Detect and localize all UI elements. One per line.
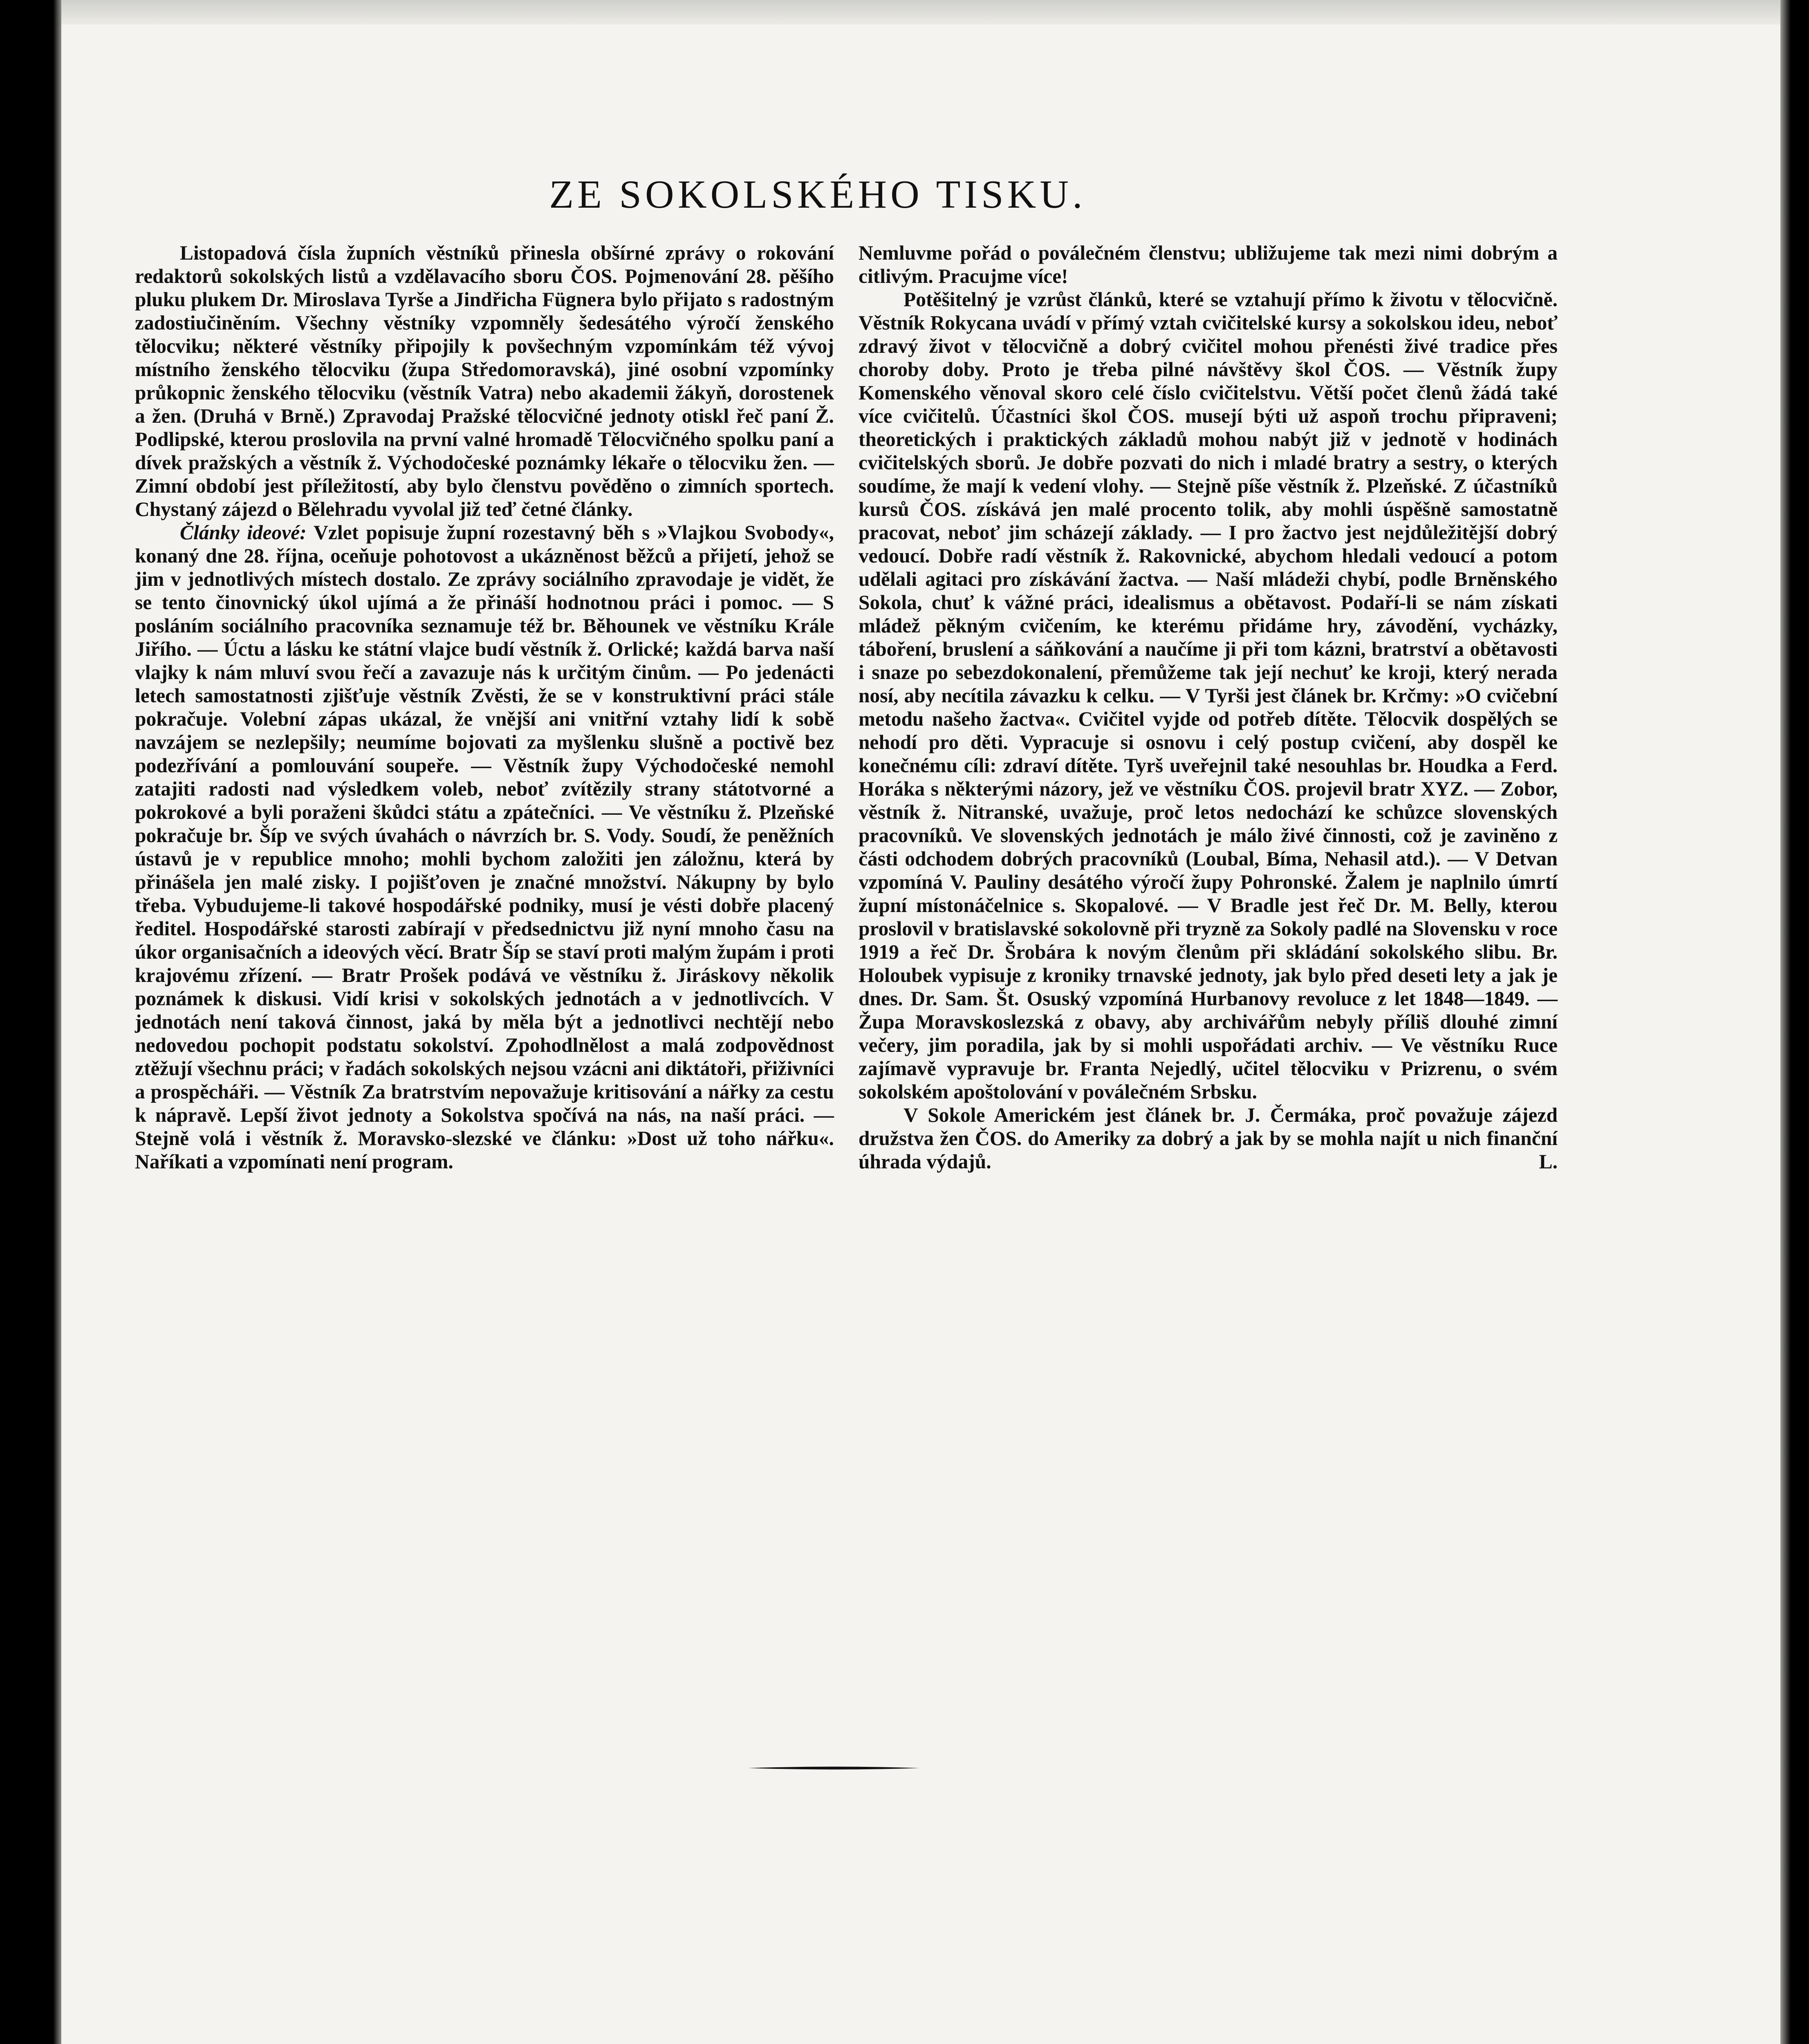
left-column — [135, 241, 834, 1173]
left-paragraph-2 — [135, 521, 834, 1173]
right-paragraph-1: Nemluvme pořád o poválečném členstvu; ubližujeme tak mezi nimi dobrým a citlivým. Pracujme více! — [859, 242, 1558, 287]
left-paragraph-2-text: Vzlet popisuje župní rozestavný běh s »Vlajkou Svobody«, konaný dne 28. října, oceňuje pohotovost a ukázněnost běžců a přijetí, jehož se jim v jednotlivých místech dostalo. Ze zprávy sociálního zpravodaje je vidět, že se tento činovnický úkol ujímá a že přináší hodnotnou práci i pomoc. — S posláním sociálního pracovníka seznamuje též br. Běhounek ve věstníku Krále Jiřího. — Úctu a lásku ke státní vlajce budí věstník ž. Orlické; každá barva naší vlajky k nám mluví svou řečí a zavazuje nás k určitým činům. — Po jedenácti letech samostatnosti zjišťuje věstník Zvěsti, že se v konstruktivní práci stále pokračuje. Volební zápas ukázal, že vnější ani vnitřní vztahy lidí k sobě navzájem se nezlepšily; neumíme bojovati za myšlenku slušně a poctivě bez podezřívání a pomlouvání soupeře. — Věstník župy Východočeské nemohl zatajiti radosti nad výsledkem voleb, neboť zvítězily strany státotvorné a pokrokové a byli poraženi škůdci státu a zpátečníci. — Ve věstníku ž. Plzeňské pokračuje br. Šíp ve svých úvahách o návrzích br. S. Vody. Soudí, že peněžních ústavů je v republice mnoho; mohli bychom založiti jen záložnu, která by přinášela jen malé zisky. I pojišťoven je značné množství. Nákupny by bylo třeba. Vybudujeme-li takové hospodářské podniky, musí je vésti dobře placený ředitel. Hospodářské starosti zabírají v předsednictvu již nyní mnoho času na úkor organisačních a ideových věcí. Bratr Šíp se staví proti malým župám i proti krajovému zřízení. — Bratr Prošek podává ve věstníku ž. Jiráskovy několik poznámek k diskusi. Vidí krisi v sokolských jednotách a v jednotlivcích. V jednotách není taková činnost, jaká by měla být a jednotlivci nechtějí nebo nedovedou pochopit podstatu sokolství. Zpohodlnělost a malá zodpovědnost ztěžují všechnu práci; v řadách sokolských nejsou vzácni ani diktátoři, přiživníci a prospěcháři. — Věstník Za bratrstvím nepovažuje kritisování a nářky za cestu k nápravě. Lepší život jednoty a Sokolstva spočívá na nás, na naší práci. — Stejně volá i věstník ž. Moravsko-slezské ve článku: »Dost už toho nářku«. Naříkati a vzpomínati není program. — [135, 521, 834, 1173]
right-paragraph-3-text: V Sokole Americkém jest článek br. J. Čermáka, proč považuje zájezd družstva žen ČOS. do Ameriky za dobrý a jak by se mohla najít u nich finanční úhrada výdajů. — [859, 1104, 1558, 1173]
author-signature: L. — [1539, 1150, 1558, 1173]
article-title: ZE SOKOLSKÉHO TISKU. — [549, 173, 1086, 217]
left-paragraph-1: Listopadová čísla župních věstníků přinesla obšírné zprávy o rokování redaktorů sokolských listů a vzdělavacího sboru ČOS. Pojmenování 28. pěšího pluku plukem Dr. Miroslava Tyrše a Jindřicha Fügnera bylo přijato s radostným zadostiučiněním. Všechny věstníky vzpomněly šedesátého výročí ženského tělocviku; některé věstníky připojily k povšechným vzpomínkám též vývoj místního ženského tělocviku (župa Středomoravská), jiné osobní vzpomínky průkopnic ženského tělocviku (věstník Vatra) nebo akademii žákyň, dorostenek a žen. (Druhá v Brně.) Zpravodaj Pražské tělocvičné jednoty otiskl řeč paní Ž. Podlipské, kterou proslovila na první valné hromadě Tělocvičného spolku paní a dívek pražských a věstník ž. Východočeské poznámky lékaře o tělocviku žen. — Zimní období jest příležitostí, aby bylo členstvu pověděno o zimních sportech. Chystaný zájezd o Bělehradu vyvolal již teď četné články. — [135, 242, 834, 520]
right-paragraph-3 — [859, 1103, 1558, 1173]
scan-border-top — [0, 0, 1809, 25]
right-column — [859, 241, 1558, 1173]
scan-border-right — [1780, 0, 1809, 2044]
section-end-rule — [748, 1765, 920, 1771]
right-paragraph-2: Potěšitelný je vzrůst článků, které se vztahují přímo k životu v tělocvičně. Věstník Rokycana uvádí v přímý vztah cvičitelské kursy a sokolskou ideu, neboť zdravý život v tělocvičně a dobrý cvičitel mohou přenésti živé tradice přes choroby doby. Proto je třeba pilné návštěvy škol ČOS. — Věstník župy Komenského věnoval skoro celé číslo cvičitelstvu. Větší počet členů žádá také více cvičitelů. Účastníci škol ČOS. musejí býti už aspoň trochu připraveni; theoretických i praktických základů mohou nabýt již v jednotě v hodinách cvičitelských sborů. Je dobře pozvati do nich i mladé bratry a sestry, o kterých soudíme, že mají k vedení vlohy. — Stejně píše věstník ž. Plzeňské. Z účastníků kursů ČOS. získává jen malé procento tolik, aby mohli úspěšně samostatně pracovat, neboť jim scházejí základy. — I pro žactvo jest nejdůležitější dobrý vedoucí. Dobře radí věstník ž. Rakovnické, abychom hledali vedoucí a potom udělali agitaci pro získávání žactva. — Naší mládeži chybí, podle Brněnského Sokola, chuť k vážné práci, idealismus a obětavost. Podaří-li se nám získati mládež pěkným cvičením, ke kterému přidáme hry, závodění, vycházky, táboření, bruslení a sáňkování a naučíme ji při tom kázni, bratrství a obětavosti i snaze po sebezdokonalení, přemůžeme tak její nechuť ke kroji, který nerada nosí, aby necítila závazku k celku. — V Tyrši jest článek br. Krčmy: »O cvičební metodu našeho žactva«. Cvičitel vyjde od potřeb dítěte. Tělocvik dospělých se nehodí pro děti. Vypracuje si osnovu i celý postup cvičení, aby dospěl ke konečnému cíli: zdraví dítěte. Tyrš uveřejnil také nesouhlas br. Houdka a Ferd. Horáka s některými názory, jež ve věstníku ČOS. projevil bratr XYZ. — Zobor, věstník ž. Nitranské, uvažuje, proč letos nedochází ke schůzce slovenských pracovníků. Ve slovenských jednotách je málo živé činnosti, což je zaviněno z části odchodem dobrých pracovníků (Loubal, Bíma, Nehasil atd.). — V Detvan vzpomíná V. Pauliny desátého výročí župy Pohronské. Žalem je naplnilo úmrtí župní místonáčelnice s. Skopalové. — V Bradle jest řeč Dr. M. Belly, kterou proslovil v bratislavské sokolovně při tryzně za Sokoly padlé na Slovensku v roce 1919 a řeč Dr. Šrobára k novým členům při skládání sokolského slibu. Br. Holoubek vypisuje z kroniky trnavské jednoty, jak bylo před deseti lety a jak je dnes. Dr. Sam. Št. Osuský vzpomíná Hurbanovy revoluce z let 1848—1849. — Župa Moravskoslezská z obavy, aby archivářům nebyly příliš dlouhé zimní večery, jim poradila, jak by si mohli uspořádati archiv. — Ve věstníku Ruce zajímavě vypravuje br. Franta Nejedlý, učitel tělocviku v Prizrenu, o svém sokolském apoštolování v poválečném Srbsku. — [859, 288, 1558, 1103]
scan-border-left — [0, 0, 61, 2044]
ideological-articles-lead: Články ideové: — [180, 521, 307, 544]
